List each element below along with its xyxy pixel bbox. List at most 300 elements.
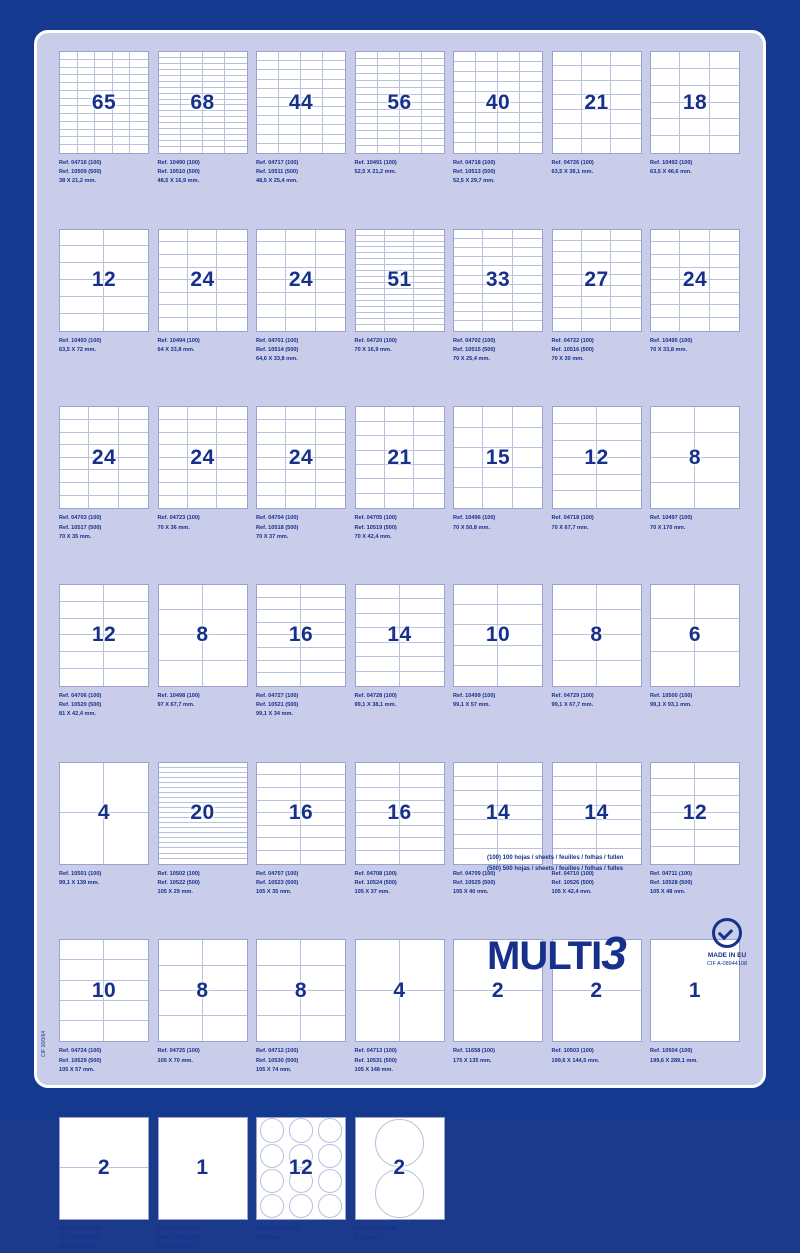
label-dimensions: 99,1 X 38,1 mm. (354, 702, 397, 709)
cell (113, 52, 131, 60)
cell (695, 585, 739, 619)
cell (476, 72, 498, 82)
cell (400, 851, 444, 864)
label-count: 8 (294, 978, 308, 1002)
cell (454, 585, 498, 605)
label-product[interactable] (453, 584, 552, 720)
cell (651, 230, 680, 243)
cell (119, 433, 148, 446)
label-ref: Ref. 10499 (100) (256, 1225, 299, 1232)
cell (60, 230, 104, 247)
label-caption (355, 1225, 450, 1251)
cell (651, 242, 680, 255)
cell (680, 230, 709, 243)
cell (113, 114, 131, 122)
label-ref: Ref. 10497 (100) (650, 515, 693, 522)
cell (476, 133, 498, 143)
cell (454, 763, 498, 777)
label-layout-preview (552, 406, 642, 509)
label-caption (453, 159, 548, 187)
label-count: 12 (682, 801, 708, 825)
cell (695, 779, 739, 796)
label-product[interactable] (256, 939, 355, 1075)
brand-numeral: 3 (601, 927, 626, 979)
cell (104, 652, 148, 669)
cell (454, 62, 476, 72)
label-product[interactable] (59, 406, 158, 542)
cell (597, 777, 641, 791)
label-dimensions: 63,5 X 38,1 mm. (551, 169, 594, 176)
cell (301, 673, 345, 686)
cell (400, 117, 422, 124)
brand-name: MULTI (487, 934, 602, 978)
label-count: 24 (190, 268, 215, 292)
label-product[interactable] (158, 584, 257, 720)
label-product[interactable] (552, 229, 651, 365)
cell (130, 122, 148, 130)
cell (356, 494, 385, 508)
label-product[interactable] (256, 1117, 355, 1253)
cell (104, 314, 148, 331)
cell (316, 407, 345, 420)
label-product[interactable] (355, 1117, 454, 1253)
label-caption (552, 692, 647, 718)
cell (498, 133, 520, 143)
cell (286, 305, 315, 318)
cell (257, 242, 286, 255)
cell (323, 144, 345, 153)
cell (301, 144, 323, 153)
label-product[interactable] (59, 939, 158, 1075)
label-caption (59, 337, 154, 363)
label-layout-preview (453, 51, 543, 154)
cell (356, 851, 400, 864)
cell (257, 851, 301, 864)
cell (483, 230, 512, 239)
circle-cell (289, 1118, 313, 1142)
cell (301, 52, 323, 61)
cell (78, 122, 96, 130)
label-count: 4 (97, 801, 111, 825)
label-product[interactable] (158, 51, 257, 187)
label-count: 56 (387, 90, 412, 114)
cell (385, 407, 414, 421)
cell (400, 775, 444, 788)
cell (113, 122, 131, 130)
cell (257, 135, 279, 144)
cell (553, 319, 582, 330)
circle-cell (289, 1194, 313, 1218)
cell (513, 468, 542, 488)
label-count: 2 (590, 978, 603, 1002)
label-product[interactable] (158, 762, 257, 898)
cell (279, 125, 301, 134)
cell (356, 657, 400, 671)
cell (257, 116, 279, 125)
label-layout-preview (59, 1117, 149, 1220)
cell (159, 483, 188, 496)
label-product[interactable] (650, 584, 749, 720)
cell (301, 610, 345, 623)
label-layout-preview (650, 229, 740, 332)
cell (582, 124, 611, 138)
label-product[interactable] (59, 229, 158, 365)
label-count: 14 (584, 801, 609, 825)
label-product[interactable] (552, 406, 651, 542)
cell (513, 248, 542, 257)
cell (301, 598, 345, 611)
legend-line-1: (100) 100 hojas / sheets / feuilles / folhas / fullen (487, 855, 624, 861)
cell (257, 648, 301, 661)
cell (60, 246, 104, 263)
label-caption (552, 159, 647, 185)
cell (301, 61, 323, 70)
cell (553, 308, 582, 319)
label-ref: Ref. 10504 (100) (650, 1048, 693, 1055)
label-layout-preview (158, 584, 248, 687)
cell (130, 137, 148, 145)
label-dimensions: 105 X 70 mm. (157, 1057, 193, 1064)
cell (95, 137, 113, 145)
label-product[interactable] (650, 406, 749, 542)
label-dimensions: 63,5 X 46,6 mm. (650, 169, 692, 176)
label-ref: Ref. 10490 (100) (157, 160, 200, 166)
label-count: 21 (387, 445, 412, 469)
label-product[interactable] (453, 51, 552, 187)
cell (695, 407, 739, 432)
cell (159, 242, 188, 255)
cell (454, 239, 483, 248)
cell (710, 293, 739, 306)
cell (316, 420, 345, 433)
label-caption (158, 159, 253, 187)
cell (113, 75, 131, 83)
label-product[interactable] (453, 229, 552, 365)
cell (680, 305, 709, 318)
cell (301, 851, 345, 864)
label-dimensions: 70 X 35 mm. (59, 533, 92, 540)
label-ref: Ref. 04718 (100) (453, 160, 496, 166)
cell (400, 146, 422, 153)
cell (217, 255, 246, 268)
cell (188, 318, 217, 331)
cell (104, 297, 148, 314)
cell (611, 319, 640, 330)
label-product[interactable] (650, 762, 749, 898)
label-caption (650, 1047, 745, 1073)
cell (78, 145, 96, 153)
label-product[interactable] (355, 939, 454, 1075)
cell (378, 66, 400, 73)
cell (513, 239, 542, 248)
cell (513, 294, 542, 303)
cell (710, 255, 739, 268)
label-caption (355, 870, 450, 898)
cell (513, 488, 542, 508)
cell (104, 1021, 148, 1041)
cell (119, 483, 148, 496)
cell (217, 470, 246, 483)
label-dimensions: 70 X 170 mm. (650, 524, 686, 531)
cell (159, 318, 188, 331)
label-product[interactable] (552, 762, 651, 898)
label-caption (158, 1047, 253, 1073)
label-product[interactable] (552, 51, 651, 187)
label-layout-preview (453, 229, 543, 332)
label-caption (256, 514, 351, 542)
cell (483, 248, 512, 257)
cell (695, 483, 739, 508)
label-dimensions: 99,1 X 34 mm. (256, 711, 294, 718)
label-product[interactable] (59, 1117, 158, 1253)
cell (217, 420, 246, 433)
label-layout-preview (355, 762, 445, 865)
cell (159, 420, 188, 433)
label-ref: Ref. 10216 (100) (354, 1225, 397, 1232)
cell (104, 1001, 148, 1021)
cell (385, 422, 414, 436)
cell (104, 602, 148, 619)
label-ref: Ref. 10501 (100) (59, 870, 102, 877)
label-product[interactable] (552, 584, 651, 720)
cell (104, 669, 148, 686)
cell (378, 59, 400, 66)
cell (301, 940, 345, 965)
label-ref: Ref. 04702 (100) (453, 337, 496, 344)
cell (454, 248, 483, 257)
label-product[interactable] (59, 51, 158, 187)
label-caption (256, 159, 351, 187)
label-ref: Ref. 10518 (500) (256, 524, 299, 531)
label-count: 2 (491, 978, 505, 1002)
label-product[interactable] (158, 406, 257, 542)
label-product[interactable] (59, 584, 158, 720)
label-layout-preview (552, 584, 642, 687)
cell (454, 646, 498, 666)
cell (217, 407, 246, 420)
label-product[interactable] (158, 229, 257, 365)
circle-cell (318, 1118, 342, 1142)
label-count: 12 (91, 623, 117, 647)
cell (181, 147, 203, 153)
circle-cell (260, 1118, 284, 1142)
label-ref: Ref. 10528 (500) (650, 879, 693, 886)
label-ref: Ref. 10495 (100) (650, 337, 693, 344)
label-ref: Ref. 10520 (500) (59, 702, 102, 709)
label-ref: Ref. 10509 (500) (59, 169, 102, 176)
label-product[interactable] (256, 584, 355, 720)
cell (356, 117, 378, 124)
cell (520, 72, 542, 82)
label-count: 12 (91, 268, 117, 292)
label-caption (158, 692, 253, 718)
cell (257, 826, 301, 839)
cell (553, 230, 582, 241)
label-layout-preview (256, 584, 346, 687)
label-ref: Ref. 04727 (100) (256, 692, 299, 699)
label-ref: Ref. 10499 (100) (453, 692, 496, 699)
cell (356, 66, 378, 73)
cell (710, 119, 739, 136)
cell (113, 145, 131, 153)
side-code: CIF 16/0/64 (41, 1030, 47, 1057)
label-count: 2 (393, 1156, 406, 1180)
cell (130, 68, 148, 76)
label-caption (355, 337, 450, 363)
cell (60, 1001, 104, 1021)
label-product[interactable] (158, 1117, 257, 1253)
cell (680, 52, 709, 69)
cell (400, 788, 444, 801)
legend-block (487, 853, 732, 875)
label-caption (158, 1225, 253, 1253)
label-product[interactable] (256, 762, 355, 898)
label-product[interactable] (453, 406, 552, 542)
label-dimensions: Ø 60 mm. (256, 1235, 282, 1242)
label-layout-preview (650, 406, 740, 509)
cell (130, 114, 148, 122)
label-ref: Ref. 04720 (100) (354, 337, 397, 344)
label-dimensions: 70 X 67,7 mm. (551, 524, 589, 531)
cell (78, 52, 96, 60)
cell (680, 318, 709, 331)
label-layout-preview (158, 1117, 248, 1220)
cell (104, 230, 148, 247)
cell (279, 52, 301, 61)
cell (257, 70, 279, 79)
cell (597, 585, 641, 610)
cell (323, 135, 345, 144)
cell (113, 60, 131, 68)
label-ref: Ref. 04707 (100) (256, 870, 299, 877)
label-product[interactable] (355, 51, 454, 187)
label-count: 10 (91, 978, 117, 1002)
label-layout-preview (355, 51, 445, 154)
label-dimensions: Ø 113 mm. (354, 1235, 383, 1242)
label-layout-preview (256, 939, 346, 1042)
label-product[interactable] (650, 229, 749, 365)
cell (385, 325, 414, 331)
cell (454, 303, 483, 312)
cell (553, 835, 597, 849)
cell (356, 775, 400, 788)
cell (454, 407, 483, 427)
cell (323, 116, 345, 125)
cell (95, 60, 113, 68)
label-dimensions: 210 X 297 mm. (157, 1244, 197, 1251)
cell (257, 610, 301, 623)
cell (553, 124, 582, 138)
cell (301, 661, 345, 674)
cell (454, 133, 476, 143)
cell (582, 252, 611, 263)
cell (301, 775, 345, 788)
label-layout-preview (453, 584, 543, 687)
label-product[interactable] (355, 762, 454, 898)
cell (454, 123, 476, 133)
cell (414, 422, 443, 436)
label-product[interactable] (256, 229, 355, 365)
label-caption (552, 1047, 647, 1073)
label-count: 16 (288, 801, 314, 825)
label-product[interactable] (650, 51, 749, 187)
cell (680, 136, 709, 153)
label-product[interactable] (59, 762, 158, 898)
cell (400, 131, 422, 138)
cell (356, 826, 400, 839)
cell (400, 66, 422, 73)
cell (203, 1016, 247, 1041)
cell (301, 125, 323, 134)
cell (257, 763, 301, 776)
cell (680, 242, 709, 255)
label-ref: Ref. 10532 (500) (59, 1235, 102, 1242)
cell (257, 230, 286, 243)
cell (513, 257, 542, 266)
label-caption (552, 337, 647, 365)
cell (597, 835, 641, 849)
cell (104, 246, 148, 263)
label-count: 6 (688, 623, 702, 647)
cell (414, 494, 443, 508)
cell (356, 788, 400, 801)
cell (498, 763, 542, 777)
label-product[interactable] (453, 762, 552, 898)
cell (301, 80, 323, 89)
cell (301, 135, 323, 144)
label-ref: Ref. 10515 (500) (453, 346, 496, 353)
label-layout-preview (650, 762, 740, 865)
label-ref: Ref. 04728 (100) (354, 692, 397, 699)
cell (454, 143, 476, 153)
label-dimensions: 105 X 29 mm. (157, 889, 193, 896)
cell (710, 242, 739, 255)
label-caption (355, 159, 450, 185)
cell (651, 255, 680, 268)
label-product[interactable] (355, 584, 454, 720)
label-layout-preview (158, 51, 248, 154)
label-row (59, 584, 749, 720)
cell (400, 74, 422, 81)
cell (553, 139, 582, 153)
recycle-check-icon (712, 918, 742, 948)
label-count: 44 (288, 90, 314, 114)
cell (301, 826, 345, 839)
cell (356, 131, 378, 138)
cell (217, 483, 246, 496)
label-product[interactable] (256, 406, 355, 542)
cell (159, 859, 247, 864)
cell (159, 433, 188, 446)
cell (257, 470, 286, 483)
cell (301, 1016, 345, 1041)
cell (422, 59, 444, 66)
label-product[interactable] (256, 51, 355, 187)
label-ref: Ref. 04723 (100) (157, 515, 200, 522)
cell (414, 325, 443, 331)
cell (95, 68, 113, 76)
cell (513, 230, 542, 239)
cell (454, 666, 498, 686)
cell (286, 255, 315, 268)
label-product[interactable] (158, 939, 257, 1075)
label-caption (256, 870, 351, 898)
label-product[interactable] (355, 406, 454, 542)
label-caption (453, 692, 548, 718)
label-ref: Ref. 04703 (100) (59, 515, 102, 522)
label-ref: Ref. 10493 (100) (59, 337, 102, 344)
label-product[interactable] (355, 229, 454, 365)
